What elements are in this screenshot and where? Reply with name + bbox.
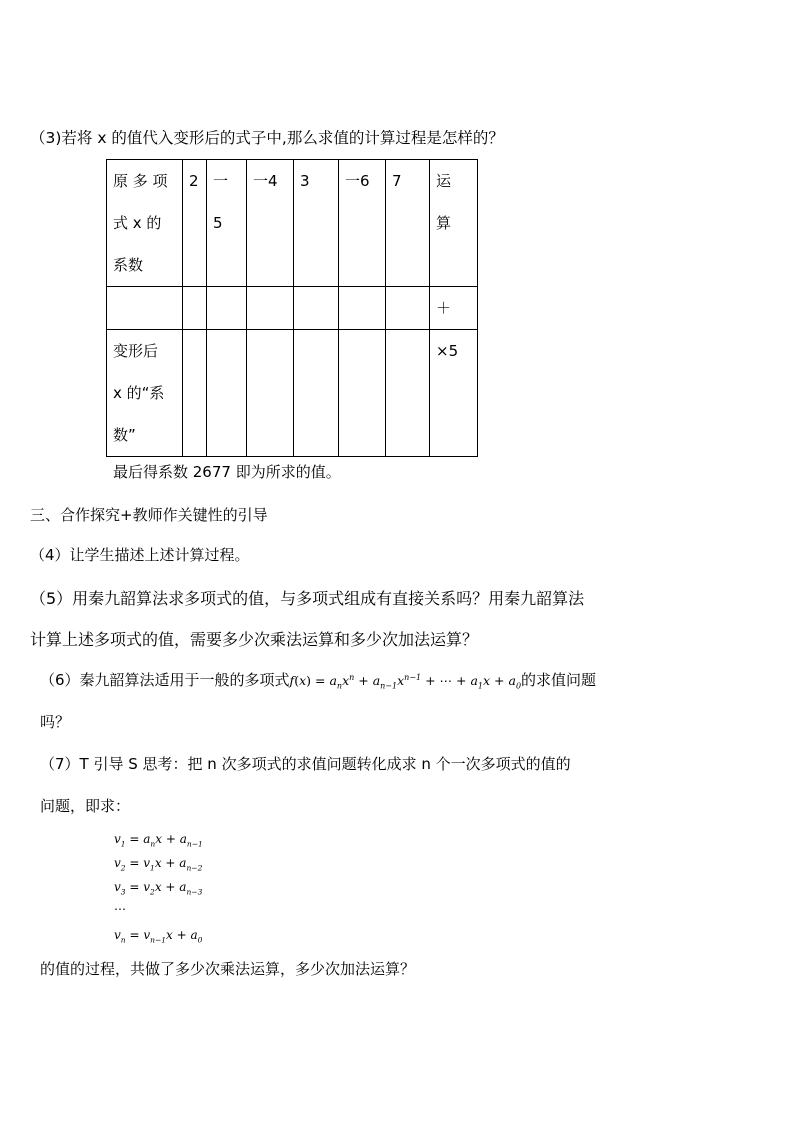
original-coefficients-label	[107, 160, 183, 287]
empty-cell	[386, 287, 430, 330]
label-line: 运	[436, 172, 452, 190]
question-4: （4）让学生描述上述计算过程。	[30, 546, 250, 564]
table-row-transformed-coefficients	[107, 330, 478, 457]
label-line: 式 x 的	[113, 214, 162, 232]
empty-cell	[339, 330, 386, 457]
coefficient-value: 2	[189, 172, 199, 190]
empty-cell	[339, 287, 386, 330]
table-row-original-coefficients	[107, 160, 478, 287]
question-6-line-2: 吗？	[40, 713, 71, 731]
label-line: 系数	[113, 256, 144, 274]
general-polynomial-formula: f	[289, 673, 295, 688]
question-5-line-2: 计算上述多项式的值，需要多少次乘法运算和多少次加法运算？	[30, 630, 479, 649]
equation-v3: $v_3 = v_2x + a_{n-3}$	[114, 880, 203, 897]
equation-ellipsis: ⋯	[114, 902, 126, 916]
coefficient-cell	[247, 160, 294, 287]
question-6-line-1: （6）秦九韶算法适用于一般的多项式$f(x) = a_nx^n + a_{n-1}x^{n-1}$ + ⋯ + $a_1x + a_0$的求值问题	[40, 671, 597, 691]
empty-cell	[247, 330, 294, 457]
coefficient-cell	[207, 160, 247, 287]
empty-cell	[207, 287, 247, 330]
empty-cell	[294, 330, 339, 457]
label-line: 数”	[113, 426, 136, 444]
empty-cell	[386, 330, 430, 457]
result-text: 最后得系数 2677 即为所求的值。	[113, 463, 341, 481]
add-operation: ＋	[430, 287, 478, 330]
coefficient-value: 3	[300, 172, 310, 190]
coefficient-cell	[339, 160, 386, 287]
coefficient-table	[106, 159, 478, 457]
coefficient-value: 7	[392, 172, 402, 190]
label-line: 原 多 项	[113, 172, 168, 190]
question-6-text-after: 的求值问题	[521, 671, 597, 689]
coefficient-value: 一6	[345, 172, 370, 190]
equation-vn: $v_n = v_{n-1}x + a_0$	[114, 928, 203, 945]
coefficient-value: 一	[213, 172, 229, 190]
section-3-title: 三、合作探究+教师作关键性的引导	[30, 506, 268, 524]
question-7-line-1: （7）T 引导 S 思考：把 n 次多项式的求值问题转化成求 n 个一次多项式的值的	[40, 755, 571, 773]
label-line: 算	[436, 214, 452, 232]
empty-cell	[183, 287, 207, 330]
operation-label	[430, 160, 478, 287]
question-5-line-1: （5）用秦九韶算法求多项式的值，与多项式组成有直接关系吗？用秦九韶算法	[30, 589, 585, 608]
coefficient-cell	[294, 160, 339, 287]
empty-cell	[247, 287, 294, 330]
equation-v1: $v_1 = a_nx + a_{n-1}$	[114, 832, 203, 849]
final-question-text: 的值的过程，共做了多少次乘法运算，多少次加法运算？	[40, 960, 416, 978]
empty-cell	[107, 287, 183, 330]
empty-cell	[183, 330, 207, 457]
empty-cell	[207, 330, 247, 457]
coefficient-value: 5	[213, 214, 223, 232]
multiply-operation: ×5	[430, 330, 478, 457]
question-6-text-before: （6）秦九韶算法适用于一般的多项式	[40, 671, 290, 689]
empty-cell	[294, 287, 339, 330]
transformed-coefficients-label	[107, 330, 183, 457]
question-7-line-2: 问题，即求：	[40, 797, 131, 815]
question-3: （3)若将 x 的值代入变形后的式子中,那么求值的计算过程是怎样的？	[30, 129, 504, 147]
equation-v2: $v_2 = v_1x + a_{n-2}$	[114, 856, 203, 873]
coefficient-cell	[183, 160, 207, 287]
label-line: 变形后	[113, 342, 159, 360]
coefficient-value: 一4	[253, 172, 278, 190]
table-row-sum	[107, 287, 478, 330]
label-line: x 的“系	[113, 384, 165, 402]
coefficient-cell	[386, 160, 430, 287]
